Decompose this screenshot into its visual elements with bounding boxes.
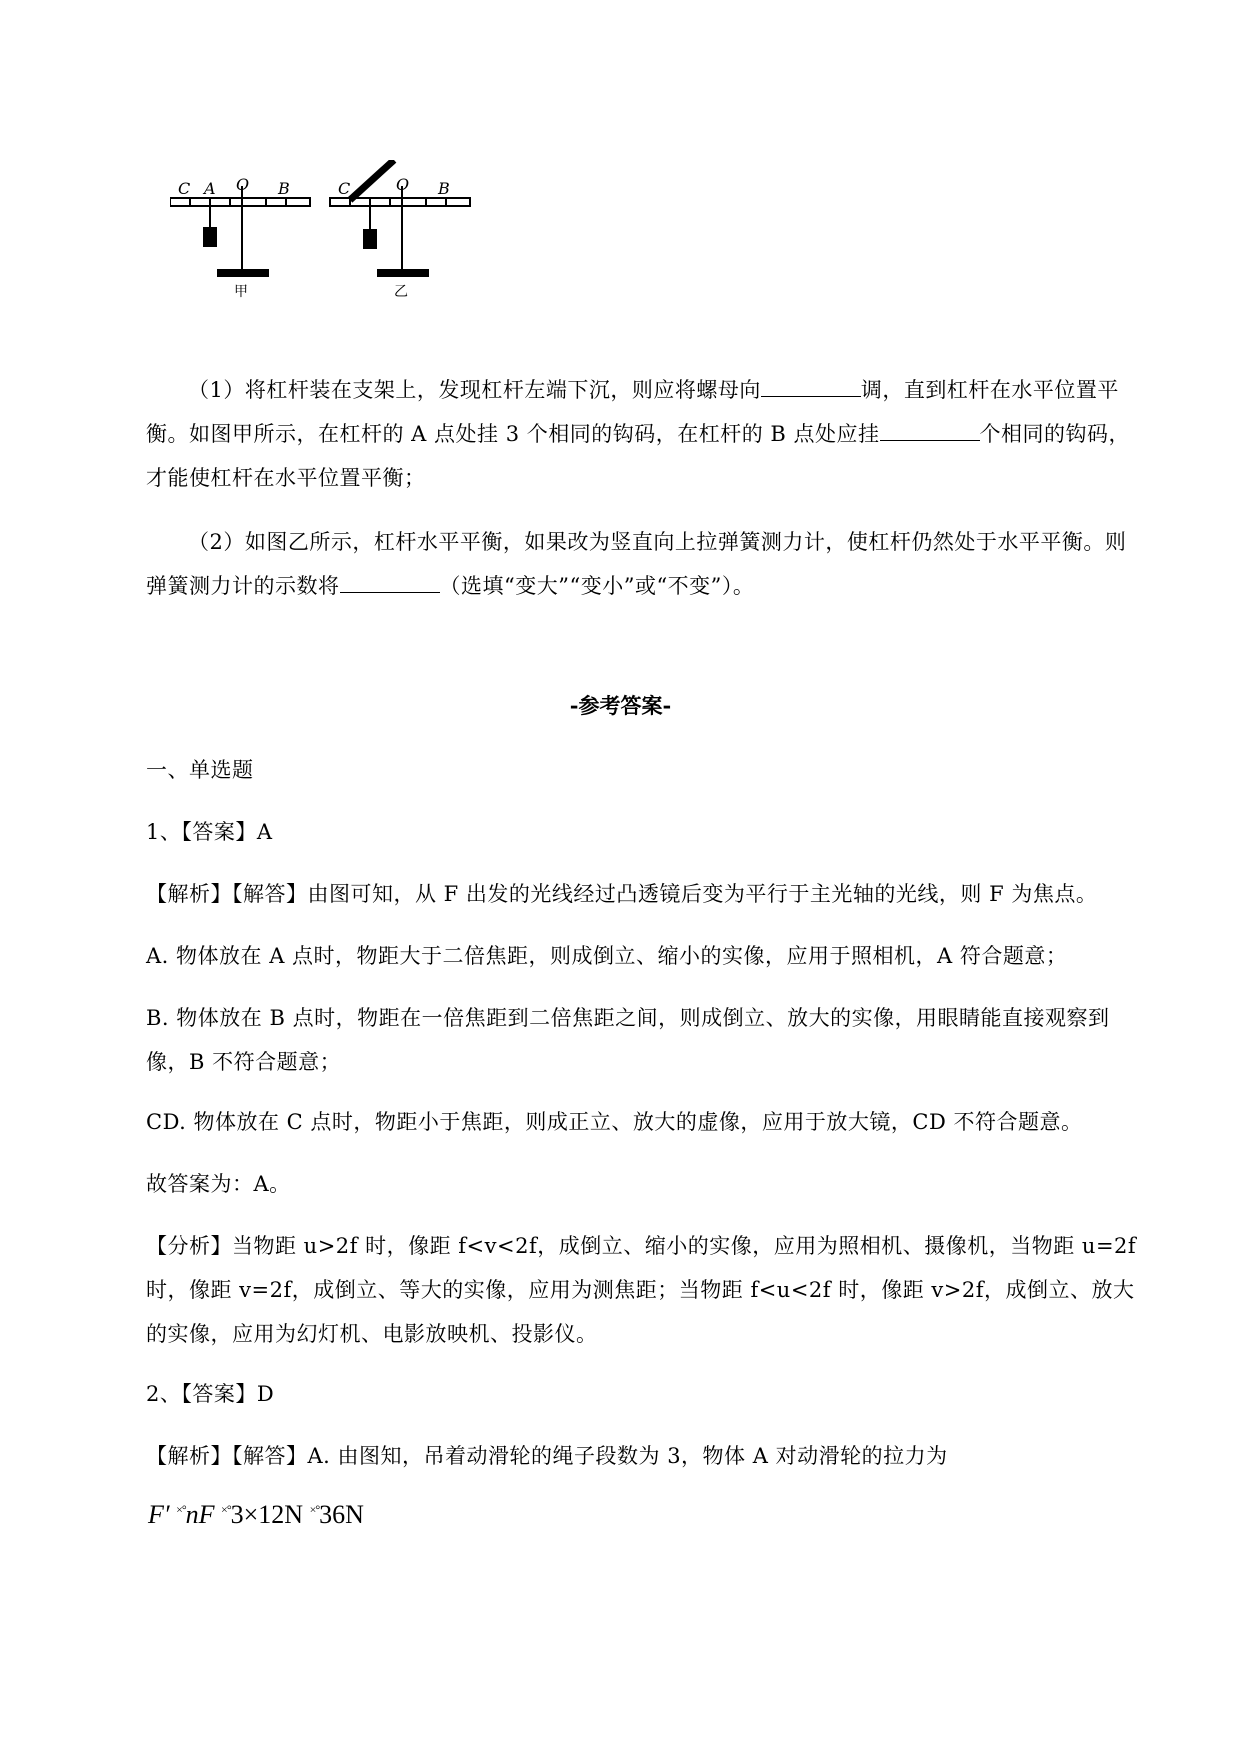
- answer-2: 2、【答案】D: [146, 1382, 275, 1406]
- label-b-yi: B: [438, 179, 450, 198]
- option-cd: CD. 物体放在 C 点时，物距小于焦距，则成正立、放大的虚像，应用于放大镜，CD 不符合题意。: [146, 1110, 1083, 1134]
- analysis-1: 【解析】【解答】由图可知，从 F 出发的光线经过凸透镜后变为平行于主光轴的光线，则 F 为焦点。: [146, 882, 1098, 906]
- question-2: （2）如图乙所示，杠杆水平平衡，如果改为竖直向上拉弹簧测力计，使杠杆仍然处于水平平衡。则弹簧测力计的示数将 （选填“变大”“变小”或“不变”）。: [146, 530, 1127, 598]
- conclusion-1: 故答案为：A。: [146, 1172, 291, 1196]
- analysis-2: 【解析】【解答】A. 由图知，吊着动滑轮的绳子段数为 3，物体 A 对动滑轮的拉力为: [146, 1444, 948, 1468]
- blank-3: [340, 570, 440, 593]
- answer-heading: -参考答案-: [569, 693, 672, 718]
- question-1: （1）将杠杆装在支架上，发现杠杆左端下沉，则应将螺母向 调，直到杠杆在水平位置平衡。如图甲所示，在杠杆的 A 点处挂 3 个相同的钩码，在杠杆的 B 点处应挂 个相同的钩码，才能使杠杆在水平位置平衡；: [146, 368, 1146, 500]
- label-o-yi: O: [396, 175, 410, 194]
- lever-figure: [170, 160, 530, 320]
- option-b: B. 物体放在 B 点时，物距在一倍焦距到二倍焦距之间，则成倒立、放大的实像，用眼睛能直接观察到像，B 不符合题意；: [146, 1006, 1110, 1074]
- figure-label-yi: 乙: [394, 284, 408, 300]
- answer-1: 1、【答案】A: [146, 820, 273, 844]
- blank-1: [761, 374, 861, 397]
- option-a: A. 物体放在 A 点时，物距大于二倍焦距，则成倒立、缩小的实像，应用于照相机，A 符合题意；: [146, 944, 1068, 968]
- label-a-jia: A: [204, 179, 216, 198]
- label-o-jia: O: [236, 175, 250, 194]
- fenxi-1: 【分析】当物距 u>2f 时，像距 f<v<2f，成倒立、缩小的实像，应用为照相机、摄像机，当物距 u=2f 时，像距 v=2f，成倒立、等大的实像，应用为测焦距；当物距 f<u<2f 时，像距 v>2f，成倒立、放大的实像，应用为幻灯机、电影放映机、投影仪。: [146, 1234, 1137, 1346]
- formula: F′ ×°nF ×°3×12N ×°36N: [148, 1500, 364, 1529]
- lever-jia: [170, 186, 310, 276]
- label-c-yi: C: [338, 179, 351, 198]
- label-c-jia: C: [178, 179, 191, 198]
- label-b-jia: B: [278, 179, 290, 198]
- section-title: 一、单选题: [146, 758, 254, 782]
- figure-label-jia: 甲: [234, 284, 248, 300]
- blank-2: [880, 418, 980, 441]
